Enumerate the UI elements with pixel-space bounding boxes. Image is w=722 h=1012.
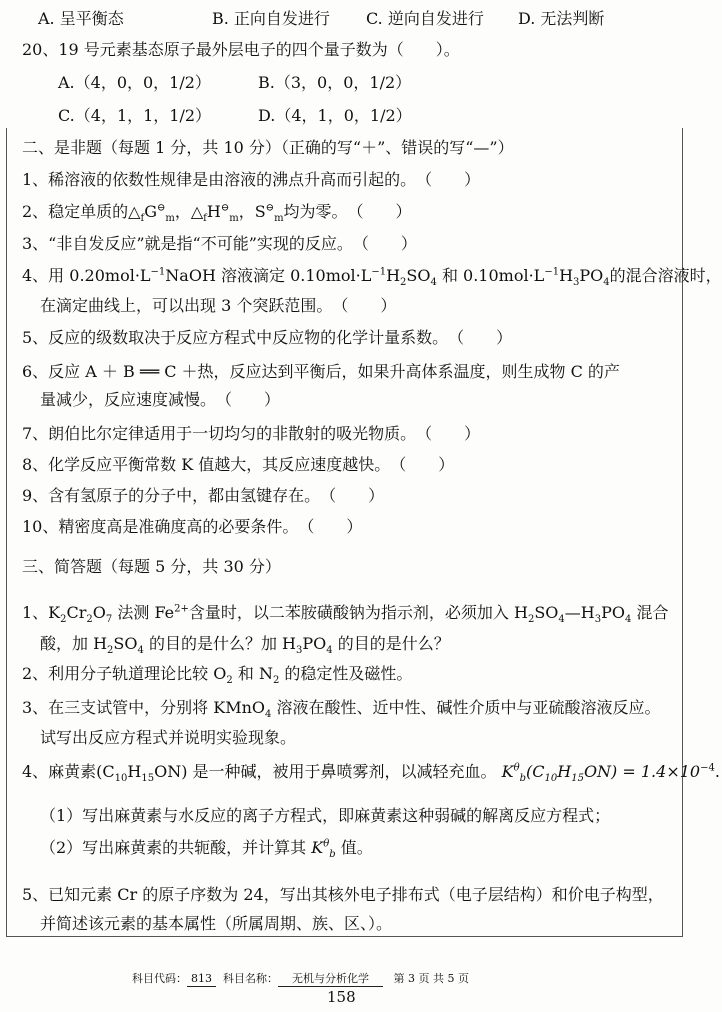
short-question-3-line2: 试写出反应方程式并说明实验现象。 [40, 728, 297, 747]
footer-info [132, 972, 469, 987]
short-question-4: 4、麻黄素$(C_{10}H_{15}ON)$ 是一种碱，被用于鼻喷雾剂，以减轻充血。 $K^\theta_b(C_{10}H_{15}ON) = 1.4\times 10^{-4}$. [22, 762, 720, 785]
section3-title: 三、简答题（每题 5 分，共 30 分） [22, 557, 281, 576]
short-question-5: 5、已知元素 Cr 的原子序数为 24，写出其核外电子排布式（电子层结构）和价电子构型， [22, 885, 664, 904]
subject-code: 813 [187, 972, 216, 987]
q19-option-a: A. 呈平衡态 [38, 9, 124, 28]
short-question-4-sub2: （2）写出麻黄素的共轭酸，并计算其 $K^\theta_b$ 值。 [40, 838, 373, 861]
short-question-5-line2: 并简述该元素的基本属性（所属周期、族、区、）。 [40, 914, 393, 933]
page-info: 第 3 页 共 5 页 [393, 972, 469, 985]
short-question-1: 1、$K_2Cr_2O_7$ 法测 $Fe^{2+}$含量时，以二苯胺磺酸钠为指示剂，必须加入 $H_2SO_4—H_3PO_4$ 混合 [22, 603, 669, 626]
q20-option-c: C.（4，1，1，1/2） [58, 106, 212, 125]
short-question-2: 2、利用分子轨道理论比较 $O_2$ 和 $N_2$ 的稳定性及磁性。 [22, 664, 413, 687]
q19-option-c: C. 逆向自发进行 [366, 9, 484, 28]
subject-name: 无机与分析化学 [278, 972, 383, 987]
short-question-3: 3、在三支试管中，分别将 KMnO$_4$ 溶液在酸性、近中性、碱性介质中与亚硫酸溶液反应。 [22, 698, 661, 721]
q19-option-d: D. 无法判断 [518, 9, 605, 28]
tf-question-6-line2: 量减少，反应速度减慢。 （ ） [40, 390, 281, 409]
q19-option-b: B. 正向自发进行 [212, 9, 330, 28]
tf-question-9: 9、含有氢原子的分子中，都由氢键存在。 （ ） [22, 486, 385, 505]
q20-option-a: A.（4，0，0，1/2） [58, 73, 211, 92]
tf-question-4-line2: 在滴定曲线上，可以出现 3 个突跃范围。 （ ） [40, 296, 397, 315]
tf-question-5: 5、反应的级数取决于反应方程式中反应物的化学计量系数。 （ ） [22, 328, 513, 347]
page-number: 158 [327, 988, 356, 1006]
subject-code-label: 科目代码： [132, 972, 187, 985]
tf-question-2: 2、稳定单质的$\triangle_fG^⊖_m$，$\triangle_fH^⊖_m$，$S^⊖_m$均为零。 （ ） [22, 202, 412, 225]
section2-title: 二、是非题（每题 1 分，共 10 分）（正确的写“＋”、错误的写“—”） [22, 138, 514, 157]
q20-option-d: D.（4，1，0，1/2） [258, 106, 412, 125]
tf-question-6: 6、反应 A ＋ B ══ C ＋热，反应达到平衡后，如果升高体系温度，则生成物 C 的产 [22, 362, 620, 381]
short-question-4-sub1: （1）写出麻黄素与水反应的离子方程式，即麻黄素这种弱碱的解离反应方程式； [40, 806, 611, 825]
q20-option-b: B.（3，0，0，1/2） [258, 73, 412, 92]
tf-question-3: 3、“非自发反应”就是指“不可能”实现的反应。 （ ） [22, 234, 417, 253]
tf-question-1: 1、稀溶液的依数性规律是由溶液的沸点升高而引起的。 （ ） [22, 170, 481, 189]
q20-stem: 20、19 号元素基态原子最外层电子的四个量子数为（ ）。 [22, 40, 460, 59]
short-question-1-line2: 酸，加 $H_2SO_4$ 的目的是什么？加 $H_3PO_4$ 的目的是什么？ [40, 634, 450, 657]
tf-question-4: 4、用 $0.20mol\cdot L^{-1}NaOH$ 溶液滴定 $0.10mol\cdot L^{-1}H_2SO_4$ 和 $0.10mol\cdot L^{-1}H_3PO_4$的混合溶液时， [22, 266, 722, 289]
subject-name-label: 科目名称： [223, 972, 278, 985]
tf-question-8: 8、化学反应平衡常数 K 值越大，其反应速度越快。 （ ） [22, 455, 455, 474]
tf-question-7: 7、朗伯比尔定律适用于一切均匀的非散射的吸光物质。 （ ） [22, 424, 481, 443]
tf-question-10: 10、精密度高是准确度高的必要条件。 （ ） [22, 517, 363, 536]
